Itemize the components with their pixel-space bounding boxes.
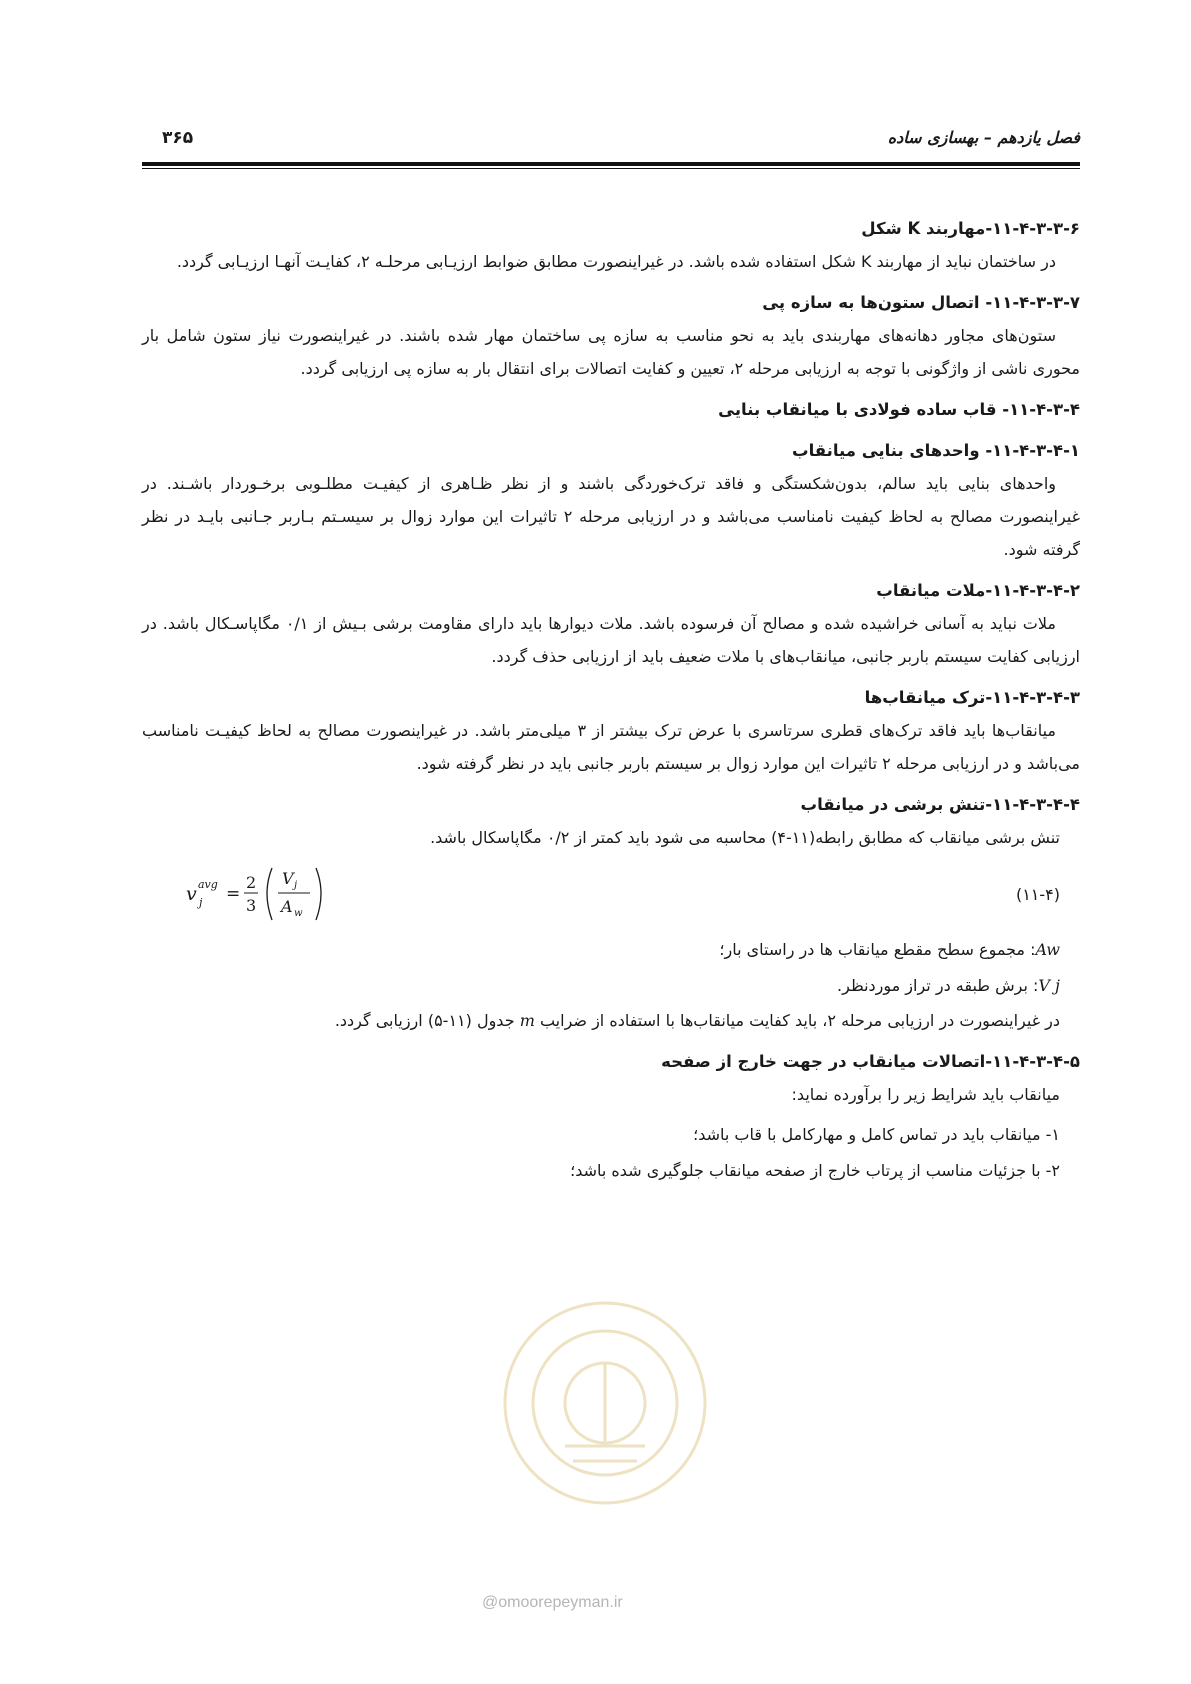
- list-item: ۱- میانقاب باید در تماس کامل و مهارکامل با قاب باشد؛: [693, 1125, 1060, 1144]
- equation-number: (۱۱-۴): [1015, 885, 1060, 904]
- definition-area: [142, 932, 1080, 968]
- definition-text: : برش طبقه در تراز موردنظر.: [837, 976, 1039, 995]
- watermark-seal: [498, 1296, 712, 1510]
- section-heading: ۱۱-۴-۳-۴-۴-تنش برشی در میانقاب: [800, 795, 1080, 814]
- chapter-title: فصل یازدهم – بهسازی ساده: [887, 128, 1080, 147]
- paragraph: ستون‌های مجاور دهانه‌های مهاربندی باید به نحو مناسب به سازه پی ساختمان مهار شده باشند. در غیراینصورت نیاز ستون شامل بار محوری ناشی از واژگونی با توجه به ارزیابی مرحله ۲، تعیین و کفایت اتصالات برای انتقال بار به سازه پی ارزیابی گردد.: [142, 326, 1080, 378]
- eq-equals: =: [226, 884, 241, 904]
- text-span: در غیراینصورت در ارزیابی مرحله ۲، باید کفایت میانقاب‌ها با استفاده از ضرایب: [539, 1011, 1060, 1030]
- eq-lhs-sup: avg: [198, 878, 218, 891]
- paragraph: در ساختمان نباید از مهاربند K شکل استفاده شده باشد. در غیراینصورت مطابق ضوابط ارزیـابی مرحلـه ۲، کفایـت آنهـا ارزیـابی گردد.: [176, 252, 1056, 271]
- paragraph: [142, 1004, 1080, 1037]
- section-heading: ۱۱-۴-۳-۳-۷- اتصال ستون‌ها به سازه پی: [762, 293, 1080, 312]
- section-heading: ۱۱-۴-۳-۴-۳-ترک میانقاب‌ها: [864, 688, 1080, 707]
- eq-right-paren: [316, 868, 321, 920]
- page-body: [142, 212, 1080, 1189]
- paragraph: واحدهای بنایی باید سالم، بدون‌شکستگی و فاقد ترک‌خوردگی باشند و از نظر ظـاهری از کیفیـت مطلـوبی برخـوردار باشـند. در غیراینصورت مصالح به لحاظ کیفیت نامناسب می‌باشد و در ارزیابی مرحله ۲ تاثیرات این موارد زوال بر سیسـتم بـاربر جـانبی بایـد در نظر گرفته شود.: [142, 474, 1080, 559]
- header-rule-thick: [142, 162, 1080, 166]
- text-span: جدول (۱۱-۵) ارزیابی گردد.: [334, 1011, 515, 1030]
- page-number: ۳۶۵: [162, 128, 194, 148]
- page-header: [142, 128, 1080, 154]
- eq-inner-den-sub: w: [294, 908, 303, 919]
- symbol-shear: V j: [1038, 976, 1060, 995]
- paragraph: میانقاب باید شرایط زیر را برآورده نماید:: [791, 1085, 1060, 1104]
- list-item: ۲- با جزئیات مناسب از پرتاب خارج از صفحه میانقاب جلوگیری شده باشد؛: [570, 1161, 1060, 1180]
- section-heading: ۱۱-۴-۳-۴-۱- واحدهای بنایی میانقاب: [791, 441, 1080, 460]
- eq-inner-num-sub: j: [294, 880, 298, 891]
- equation-row: [142, 860, 1080, 926]
- section-heading: ۱۱-۴-۳-۴-۲-ملات میانقاب: [876, 581, 1080, 600]
- definition-text: : مجموع سطح مقطع میانقاب ها در راستای بار؛: [719, 940, 1036, 959]
- eq-left-paren: [267, 868, 272, 920]
- eq-lhs: v: [186, 883, 197, 905]
- section-heading: ۱۱-۴-۳-۴-۵-اتصالات میانقاب در جهت خارج از صفحه: [661, 1052, 1080, 1071]
- section-heading: ۱۱-۴-۳-۳-۶-مهاربند K شکل: [861, 219, 1080, 238]
- eq-den: 3: [246, 896, 257, 915]
- eq-inner-num: V: [282, 869, 294, 888]
- paragraph: ملات نباید به آسانی خراشیده شده و مصالح آن فرسوده باشد. ملات دیوارها باید دارای مقاومت برشی بـیش از ۰/۱ مگاپاسـکال باشد. در ارزیابی کفایت سیستم باربر جانبی، میانقاب‌های با ملات ضعیف باید از ارزیابی حذف گردد.: [142, 614, 1080, 666]
- paragraph: میانقاب‌ها باید فاقد ترک‌های قطری سرتاسری با عرض ترک بیشتر از ۳ میلی‌متر باشد. در غیراینصورت مصالح به لحاظ کیفیـت نامناسب می‌باشد و در ارزیابی مرحله ۲ تاثیرات این موارد زوال بر سیستم باربر جانبی باید در نظر گرفته شود.: [142, 721, 1080, 773]
- section-heading: ۱۱-۴-۳-۴- قاب ساده فولادی با میانقاب بنایی: [718, 400, 1080, 419]
- footer-url: @omoorepeyman.ir: [482, 1594, 623, 1611]
- paragraph: تنش برشی میانقاب که مطابق رابطه(۱۱-۴) محاسبه می شود باید کمتر از ۰/۲ مگاپاسکال باشد.: [430, 828, 1060, 847]
- eq-inner-den: A: [281, 897, 293, 916]
- m-factor: m: [519, 1011, 535, 1030]
- symbol-area: Aw: [1035, 940, 1060, 959]
- header-rule-thin: [142, 168, 1080, 169]
- eq-lhs-sub: j: [199, 896, 203, 909]
- shear-stress-formula: [182, 860, 342, 926]
- definition-shear: [142, 968, 1080, 1004]
- eq-num: 2: [246, 873, 257, 892]
